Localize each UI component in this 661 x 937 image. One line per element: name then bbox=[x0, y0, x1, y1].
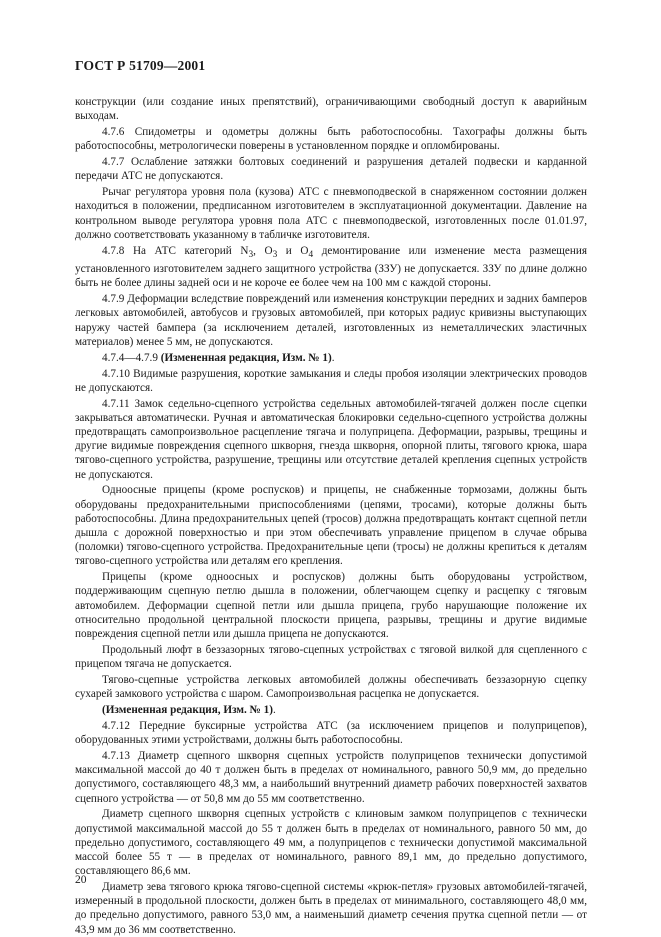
paragraph: 4.7.13 Диаметр сцепного шкворня сцепных устройств полуприцепов технически допустимой максимальной массой до 40 т должен быть в пределах от номинального, равного 50,9 мм, до предельно допустимого, составляющего 48,3 мм, а наибольший внутренний диаметр рабочих поверхностей захватов сцепного устройства — от 50,8 мм до 55 мм соответственно. bbox=[75, 750, 587, 805]
amendment-note: (Измененная редакция, Изм. № 1). bbox=[102, 704, 276, 716]
paragraph: Рычаг регулятора уровня пола (кузова) АТС с пневмоподвеской в снаряженном состоянии должен находиться в положении, предписанном изготовителем в эксплуатационной документации. Давление на контрольном выводе регулятора уровня пола АТС с пневмоподвеской, изготовленных после 01.01.97, должно соответствовать указанному в табличке изготовителя. bbox=[75, 186, 587, 241]
document-header: ГОСТ Р 51709—2001 bbox=[75, 58, 206, 73]
paragraph: Тягово-сцепные устройства легковых автомобилей должны обеспечивать беззазорную сцепку сухарей замкового устройства с шаром. Самопроизвольная расцепка не допускается. bbox=[75, 673, 587, 701]
paragraph: 4.7.11 Замок седельно-сцепного устройства седельных автомобилей-тягачей должен после сцепки закрываться автоматически. Ручная и автоматическая блокировки седельно-сцепного устройства должны предотвращать самопроизвольное расцепление тягача и полуприцепа. Деформации, разрывы, трещины и другие видимые повреждения сцепного шкворня, гнезда шкворня, опорной плиты, тягового крюка, шара тягово-сцепного устройства, разрушение, трещины или отсутствие деталей крепления сцепных устройств не допускаются. bbox=[75, 397, 587, 481]
subscript: 3 bbox=[272, 249, 278, 260]
paragraph: 4.7.10 Видимые разрушения, короткие замыкания и следы пробоя изоляции электрических проводов не допускаются. bbox=[75, 367, 587, 394]
paragraph: 4.7.7 Ослабление затяжки болтовых соединений и разрушения деталей подвески и карданной передачи АТС не допускаются. bbox=[75, 156, 587, 183]
paragraph-categories: 4.7.8 На АТС категорий $N_3$, $O_3$ и $O_4$ демонтирование или изменение места размещения установленного изготовителем заднего защитного устройства (ЗЗУ) не допускается. ЗЗУ по длине должно быть не более длины задней оси и не короче ее более чем на 100 мм с каждой стороны. bbox=[75, 244, 587, 290]
paragraph: Продольный люфт в беззазорных тягово-сцепных устройствах с тяговой вилкой для сцепленного с прицепом тягача не допускается. bbox=[75, 643, 587, 670]
paragraph: Диаметр зева тягового крюка тягово-сцепной системы «крюк-петля» грузовых автомобилей-тягачей, измеренный в продольной плоскости, должен быть в пределах от минимального, составляющего 48,0 мм, до предельно допустимого, равного 53,0 мм, а наименьший диаметр сечения прутка сцепной петли — от 43,9 мм до 36 мм соответственно. bbox=[75, 881, 587, 936]
paragraph: Прицепы (кроме одноосных и роспусков) должны быть оборудованы устройством, поддерживающим сцепную петлю дышла в положении, облегчающем сцепку и расцепку с тяговым автомобилем. Деформации сцепной петли или дышла прицепа, грубо нарушающие положение их относительно продольной центральной плоскости прицепа, разрывы, трещины и другие видимые повреждения сцепной петли или дышла прицепа не допускаются. bbox=[75, 571, 587, 640]
page-number: 20 bbox=[75, 874, 87, 886]
paragraph: Диаметр сцепного шкворня сцепных устройств с клиновым замком полуприцепов с технически допустимой максимальной массой до 55 т должен быть в пределах от номинального, равного 50 мм, до предельно допустимого, составляющего 49 мм, а полуприцепов с технически допустимой максимальной массой более 55 т — в пределах от номинального, равного 89,1 мм, до предельно допустимого, составляющего 86,6 мм. bbox=[75, 808, 587, 878]
document-body bbox=[75, 95, 587, 937]
amendment-note: 4.7.4—4.7.9 (Измененная редакция, Изм. № 1). bbox=[102, 351, 335, 364]
paragraph: Одноосные прицепы (кроме роспусков) и прицепы, не снабженные тормозами, должны быть оборудованы предохранительными приспособлениями (цепями, тросами), которые должны быть работоспособны. Длина предохранительных цепей (тросов) должна предотвращать контакт сцепной петли дышла с дорожной поверхностью и при этом обеспечивать управление прицепом в случае обрыва (поломки) тягово-сцепного устройства. Предохранительные цепи (тросы) не должны крепиться к деталям тягово-сцепного устройства или деталям его крепления. bbox=[75, 484, 587, 568]
paragraph: 4.7.6 Спидометры и одометры должны быть работоспособны. Тахографы должны быть работоспособны, метрологически поверены в установленном порядке и опломбированы. bbox=[75, 126, 587, 153]
subscript: 4 bbox=[308, 249, 314, 260]
subscript: 3 bbox=[248, 249, 254, 260]
paragraph: 4.7.9 Деформации вследствие повреждений или изменения конструкции передних и задних бамперов легковых автомобилей, автобусов и грузовых автомобилей, при которых радиус кривизны выступающих наружу частей бампера (за исключением деталей, изготовленных из неметаллических эластичных материалов) менее 5 мм, не допускаются. bbox=[75, 293, 587, 348]
paragraph: конструкции (или создание иных препятствий), ограничивающими свободный доступ к аварийным выходам. bbox=[75, 96, 587, 123]
paragraph: 4.7.12 Передние буксирные устройства АТС (за исключением прицепов и полуприцепов), оборудованных этими устройствами, должны быть работоспособны. bbox=[75, 719, 587, 747]
